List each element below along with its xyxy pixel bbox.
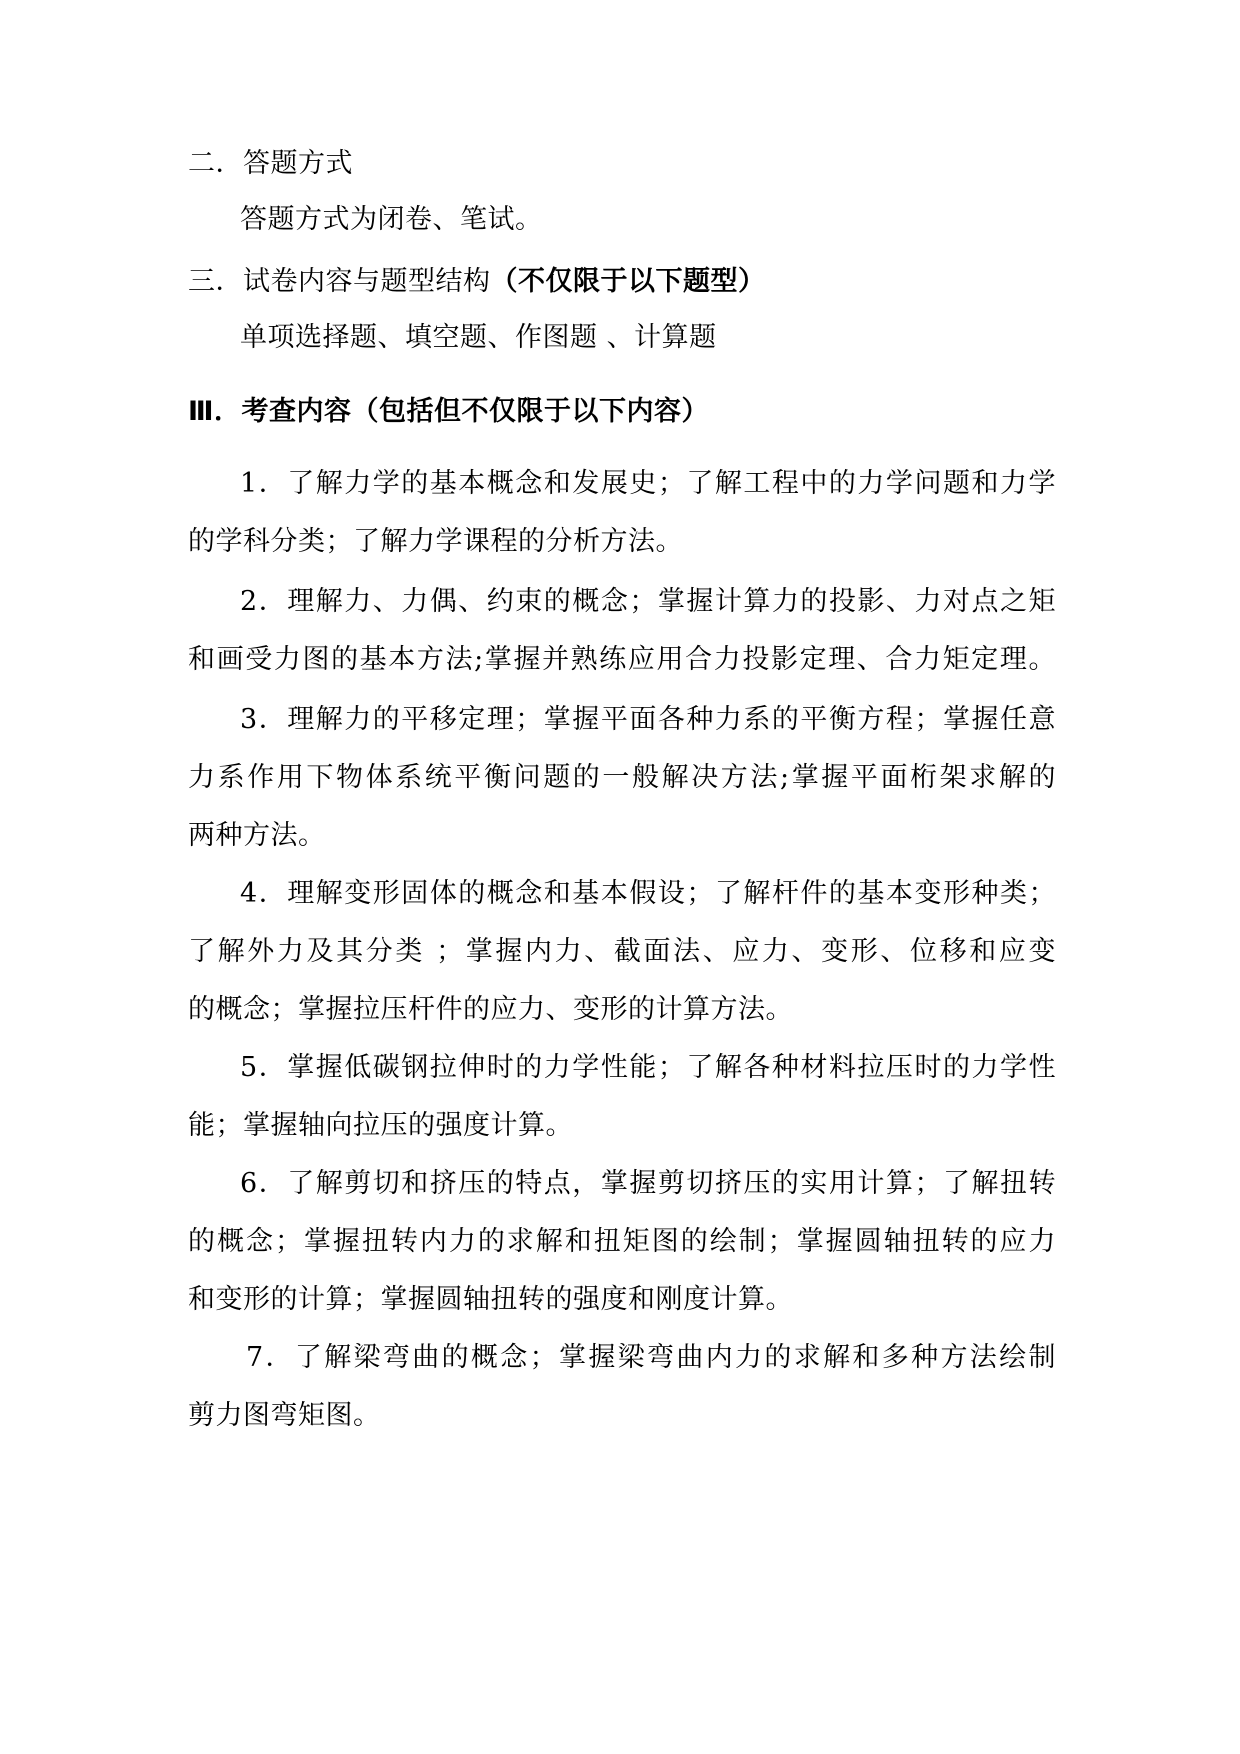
item-1-line-2: 的学科分类；了解力学课程的分析方法。 — [188, 526, 683, 557]
item-7-line-1: 7．了解梁弯曲的概念；掌握梁弯曲内力的求解和多种方法绘制 — [246, 1342, 1056, 1373]
section-body-question-types: 单项选择题、填空题、作图题 、计算题 — [240, 322, 717, 353]
section-heading-exam-content: Ⅲ．考查内容（包括但不仅限于以下内容） — [188, 396, 710, 427]
item-2-line-2: 和画受力图的基本方法;掌握并熟练应用合力投影定理、合力矩定理。 — [188, 644, 1056, 675]
item-1-line-1: 1．了解力学的基本概念和发展史；了解工程中的力学问题和力学 — [240, 468, 1056, 499]
item-4-line-2: 了解外力及其分类 ；掌握内力、截面法、应力、变形、位移和应变 — [188, 936, 1056, 967]
heading-plain-text: 三．试卷内容与题型结构 — [188, 266, 491, 297]
item-3-line-3: 两种方法。 — [188, 820, 326, 851]
item-3-line-2: 力系作用下物体系统平衡问题的一般解决方法;掌握平面桁架求解的 — [188, 762, 1056, 793]
item-2-line-1: 2．理解力、力偶、约束的概念；掌握计算力的投影、力对点之矩 — [240, 586, 1056, 617]
item-3-line-1: 3．理解力的平移定理；掌握平面各种力系的平衡方程；掌握任意 — [240, 704, 1056, 735]
item-6-line-1: 6．了解剪切和挤压的特点，掌握剪切挤压的实用计算；了解扭转 — [240, 1168, 1056, 1199]
item-4-line-1: 4．理解变形固体的概念和基本假设；了解杆件的基本变形种类； — [240, 878, 1056, 909]
heading-bold-text: （不仅限于以下题型） — [490, 266, 766, 297]
item-5-line-1: 5．掌握低碳钢拉伸时的力学性能；了解各种材料拉压时的力学性 — [240, 1052, 1056, 1083]
section-body-answer-method: 答题方式为闭卷、笔试。 — [240, 204, 543, 235]
item-6-line-3: 和变形的计算；掌握圆轴扭转的强度和刚度计算。 — [188, 1284, 793, 1315]
item-7-line-2: 剪力图弯矩图。 — [188, 1400, 381, 1431]
item-6-line-2: 的概念；掌握扭转内力的求解和扭矩图的绘制；掌握圆轴扭转的应力 — [188, 1226, 1056, 1257]
section-heading-paper-structure — [188, 264, 766, 300]
item-4-line-3: 的概念；掌握拉压杆件的应力、变形的计算方法。 — [188, 994, 793, 1025]
section-heading-answer-method: 二．答题方式 — [188, 148, 353, 179]
item-5-line-2: 能；掌握轴向拉压的强度计算。 — [188, 1110, 573, 1141]
